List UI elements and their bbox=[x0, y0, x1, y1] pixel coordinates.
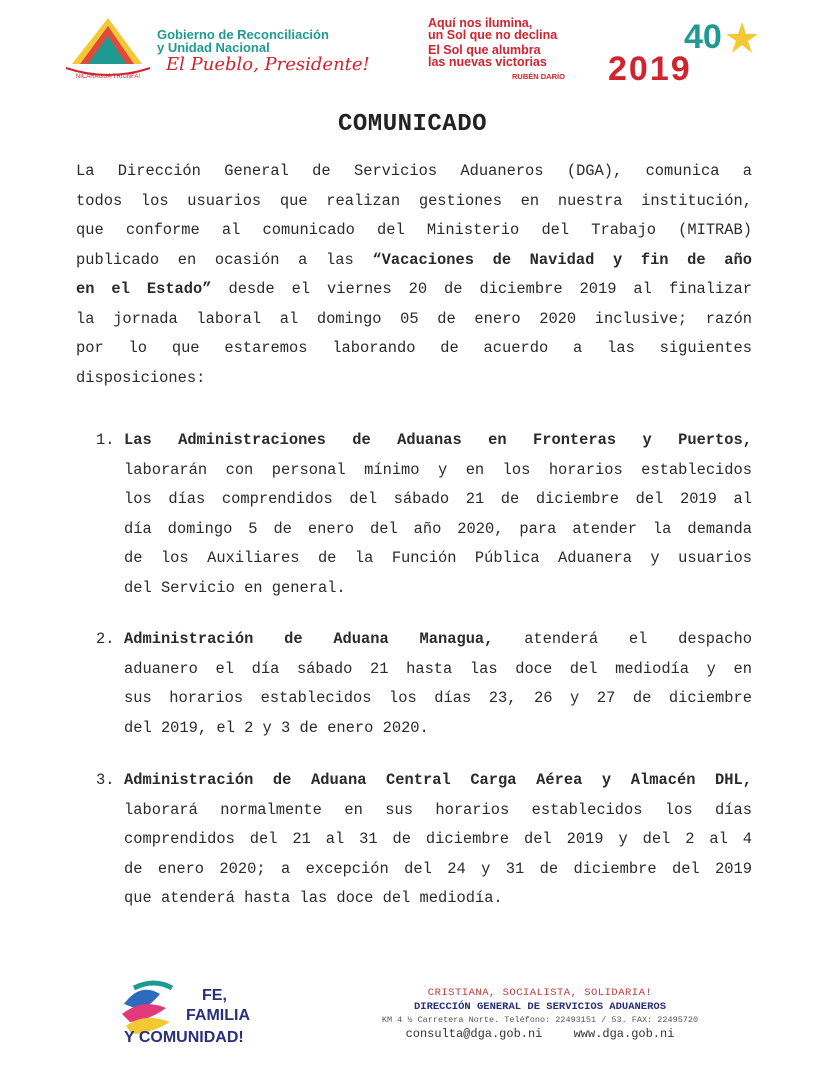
quote-author: RUBÉN DARÍO bbox=[512, 72, 565, 81]
list-item-line: de los Auxiliares de la Función Pública Aduanera y usuarios bbox=[124, 549, 752, 567]
government-slogan: El Pueblo, Presidente! bbox=[166, 54, 370, 75]
quote-line-1: Aquí nos ilumina, bbox=[428, 16, 533, 30]
list-item-line: laborarán con personal mínimo y en los horarios establecidos bbox=[124, 460, 752, 479]
intro-line: La Dirección General de Servicios Aduaneros (DGA), comunica a bbox=[76, 162, 752, 180]
document-title: COMUNICADO bbox=[337, 111, 488, 138]
anniversary-year: 2019 bbox=[608, 50, 692, 84]
list-item-line: laborará normalmente en sus horarios establecidos los días bbox=[124, 800, 752, 819]
intro-line: por lo que estaremos laborando de acuerdo a las siguientes bbox=[76, 339, 752, 357]
list-item-line: de enero 2020; a excepción del 24 y 31 de diciembre del 2019 bbox=[124, 859, 752, 878]
list-item-number: 3. bbox=[96, 771, 115, 789]
list-item bbox=[96, 625, 752, 743]
list-item-line: comprendidos del 21 al 31 de diciembre del 2019 y del 2 al 4 bbox=[124, 830, 752, 848]
intro-text: desde el viernes 20 de diciembre 2019 al finalizar bbox=[228, 280, 752, 298]
intro-bold-text: “Vacaciones de Navidad y fin de año bbox=[372, 250, 752, 269]
fe-familia-comunidad-logo bbox=[120, 974, 280, 1052]
emblem-ring-text: NICARAGUA TRIUNFA! bbox=[75, 74, 141, 80]
intro-line: la jornada laboral al domingo 05 de enero 2020 inclusive; razón bbox=[76, 309, 752, 328]
footer-email-link[interactable]: consulta@dga.gob.ni bbox=[405, 1027, 543, 1041]
intro-paragraph bbox=[76, 157, 752, 393]
footer-links bbox=[330, 1026, 750, 1042]
list-item bbox=[96, 426, 752, 603]
quote-line-4: las nuevas victorias bbox=[428, 55, 547, 69]
list-item-line: aduanero el día sábado 21 hasta las doce del mediodía y en bbox=[124, 659, 752, 678]
intro-line bbox=[76, 246, 752, 276]
intro-line: disposiciones: bbox=[76, 368, 206, 387]
list-item-line: del Servicio en general. bbox=[124, 578, 346, 597]
footer-address: KM 4 ½ Carretera Norte. Teléfono: 22493151 / 53. FAX: 22495720 bbox=[381, 1015, 699, 1025]
footer-logo-line-3: Y COMUNIDAD! bbox=[124, 1029, 244, 1046]
footer-logo-line-2: FAMILIA bbox=[186, 1007, 250, 1024]
list-item-line: que atenderá hasta las doce del mediodía. bbox=[124, 889, 503, 907]
footer-motto: CRISTIANA, SOCIALISTA, SOLIDARIA! bbox=[427, 987, 653, 999]
list-item bbox=[96, 766, 752, 914]
quote-line-2: un Sol que no declina bbox=[428, 28, 558, 42]
list-item-number: 1. bbox=[96, 431, 115, 449]
list-item-line bbox=[124, 766, 752, 796]
anniversary-number: 40 bbox=[684, 18, 722, 56]
list-item-line bbox=[124, 625, 752, 655]
list-item-line: sus horarios establecidos los días 23, 26 y 27 de diciembre bbox=[124, 689, 752, 707]
list-item-line: día domingo 5 de enero del año 2020, para atender la demanda bbox=[124, 519, 752, 538]
list-item-line bbox=[124, 426, 752, 456]
quote-line-3: El Sol que alumbra bbox=[428, 43, 541, 57]
dario-quote bbox=[428, 17, 598, 68]
list-item-heading: Las Administraciones de Aduanas en Fronteras y Puertos, bbox=[124, 431, 752, 449]
list-item-text: atenderá el despacho bbox=[524, 630, 752, 648]
footer-website-link[interactable]: www.dga.gob.ni bbox=[573, 1027, 675, 1041]
anniversary-40-logo bbox=[606, 14, 758, 84]
government-title-line-2: y Unidad Nacional bbox=[157, 40, 270, 55]
list-item-line: del 2019, el 2 y 3 de enero 2020. bbox=[124, 718, 429, 737]
list-item-heading: Administración de Aduana Managua, bbox=[124, 630, 494, 648]
footer-organization: DIRECCIÓN GENERAL DE SERVICIOS ADUANEROS bbox=[413, 1001, 667, 1013]
government-title bbox=[157, 28, 329, 54]
intro-bold-text: en el Estado” bbox=[76, 280, 212, 298]
government-title-line-1: Gobierno de Reconciliación bbox=[157, 27, 329, 42]
footer-logo-line-1: FE, bbox=[202, 987, 227, 1004]
star-icon bbox=[726, 22, 758, 53]
list-item-line: los días comprendidos del sábado 21 de diciembre del 2019 al bbox=[124, 490, 752, 508]
intro-text: publicado en ocasión a las bbox=[76, 250, 354, 269]
list-item-heading: Administración de Aduana Central Carga Aérea y Almacén DHL, bbox=[124, 771, 752, 789]
intro-line: que conforme al comunicado del Ministerio del Trabajo (MITRAB) bbox=[76, 221, 752, 239]
footer-contact bbox=[330, 986, 750, 1042]
list-item-number: 2. bbox=[96, 630, 115, 648]
intro-line: todos los usuarios que realizan gestiones en nuestra institución, bbox=[76, 191, 752, 210]
intro-line bbox=[76, 275, 752, 305]
government-emblem-logo bbox=[62, 12, 154, 80]
